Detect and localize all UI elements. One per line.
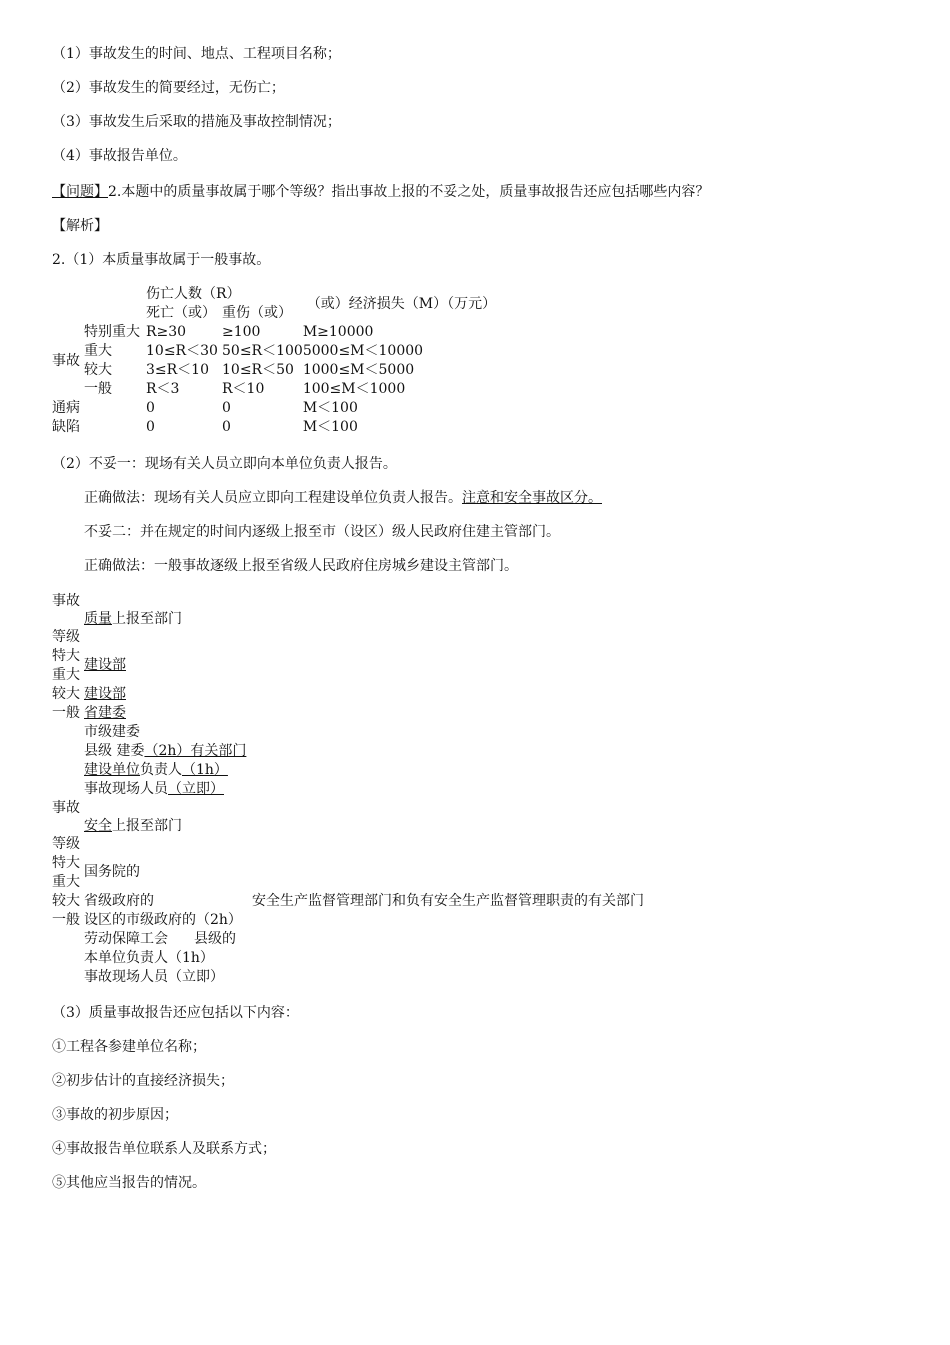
row-injury: ≥100 xyxy=(222,324,261,340)
correct-1-note: 注意和安全事故区分。 xyxy=(462,490,602,506)
severity-table xyxy=(52,285,496,437)
correct-2: 正确做法：一般事故逐级上报至省级人民政府住房城乡建设主管部门。 xyxy=(84,558,518,574)
safety-header xyxy=(84,817,182,836)
grade-label: 事故 xyxy=(52,593,80,609)
improper-2: 不妥二：并在规定的时间内逐级上报至市（设区）级人民政府住建主管部门。 xyxy=(84,524,560,540)
row-loss: M＜100 xyxy=(302,400,358,416)
quality-header-a: 质量 xyxy=(84,611,112,627)
row-level: 特别重大 xyxy=(84,324,140,340)
row-injury: 50≤R＜100 xyxy=(222,343,303,359)
county-a: 县级 建委 xyxy=(84,743,145,759)
row-level: 较大 xyxy=(84,362,112,378)
analysis-heading: 【解析】 xyxy=(52,218,108,234)
row-level: 重大 xyxy=(84,343,112,359)
site-b: （立即） xyxy=(168,781,224,797)
level-zhongda: 重大 xyxy=(52,874,80,890)
level-jiaoda: 较大 xyxy=(52,686,80,702)
row-loss: 5000≤M＜10000 xyxy=(302,343,424,359)
table-row xyxy=(52,399,496,418)
row-death: 0 xyxy=(146,400,155,416)
quality-header xyxy=(84,610,182,629)
unit-line xyxy=(84,761,228,780)
grade-label-2: 等级 xyxy=(52,836,80,852)
county-line xyxy=(84,742,246,761)
level-yiban: 一般 xyxy=(52,912,80,928)
safety-depts: 安全生产监督管理部门和负有安全生产监督管理职责的有关部门 xyxy=(252,893,644,909)
group-label: 事故 xyxy=(52,352,80,369)
table-row xyxy=(52,323,496,342)
intro-item-2: （2）事故发生的简要经过，无伤亡； xyxy=(52,80,285,96)
unit-c: （1h） xyxy=(182,762,228,778)
row-loss: M＜100 xyxy=(302,419,358,435)
report-intro: （3）质量事故报告还应包括以下内容： xyxy=(52,1005,299,1021)
question xyxy=(52,183,709,202)
site-staff: 事故现场人员（立即） xyxy=(84,969,224,985)
intro-item-3: （3）事故发生后采取的措施及事故控制情况； xyxy=(52,114,341,130)
site-a: 事故现场人员 xyxy=(84,781,168,797)
table-row xyxy=(52,380,496,399)
row-level: 一般 xyxy=(84,381,112,397)
row-injury: 10≤R＜50 xyxy=(222,362,294,378)
quality-header-b: 上报至部门 xyxy=(112,611,182,627)
safety-header-a: 安全 xyxy=(84,818,112,834)
unit-a: 建设单位 xyxy=(84,762,140,778)
unit-b: 负责人 xyxy=(140,762,182,778)
gov-2: 省级政府的 xyxy=(84,893,154,909)
question-text: 2.本题中的质量事故属于哪个等级？指出事故上报的不妥之处，质量事故报告还应包括哪些内容？ xyxy=(108,184,710,200)
safety-header-b: 上报至部门 xyxy=(112,818,182,834)
report-item: ⑤其他应当报告的情况。 xyxy=(52,1175,206,1191)
dept-4: 市级建委 xyxy=(84,724,140,740)
dept-2: 建设部 xyxy=(84,686,126,702)
table-row xyxy=(52,361,496,380)
row-loss: 100≤M＜1000 xyxy=(302,381,406,397)
level-zhongda: 重大 xyxy=(52,667,80,683)
labor: 劳动保障工会 xyxy=(84,931,168,947)
report-item: ④事故报告单位联系人及联系方式； xyxy=(52,1141,276,1157)
intro-item-1: （1）事故发生的时间、地点、工程项目名称； xyxy=(52,46,341,62)
unit-head: 本单位负责人（1h） xyxy=(84,950,214,966)
row-injury: R＜10 xyxy=(222,381,265,397)
level-yiban: 一般 xyxy=(52,705,80,721)
gov-1: 国务院的 xyxy=(84,864,140,880)
question-tag: 【问题】 xyxy=(52,184,108,200)
gov-3: 设区的市级政府的（2h） xyxy=(84,912,242,928)
header-loss: （或）经济损失（M）（万元） xyxy=(306,295,497,312)
header-injury: 重伤（或） xyxy=(222,305,292,321)
correct-1-text: 正确做法：现场有关人员应立即向工程建设单位负责人报告。 xyxy=(84,490,462,506)
improper-1: （2）不妥一：现场有关人员立即向本单位负责人报告。 xyxy=(52,456,397,472)
row-death: 3≤R＜10 xyxy=(146,362,209,378)
row-level: 通病 xyxy=(52,400,80,416)
county: 县级的 xyxy=(194,931,236,947)
report-item: ③事故的初步原因； xyxy=(52,1107,178,1123)
level-tebig: 特大 xyxy=(52,648,80,664)
correct-1 xyxy=(84,489,602,508)
answer-1: 2.（1）本质量事故属于一般事故。 xyxy=(52,252,271,268)
grade-label: 事故 xyxy=(52,800,80,816)
row-death: 10≤R＜30 xyxy=(146,343,218,359)
row-death: R＜3 xyxy=(146,381,180,397)
report-item: ①工程各参建单位名称； xyxy=(52,1039,206,1055)
intro-item-4: （4）事故报告单位。 xyxy=(52,148,187,164)
row-death: R≥30 xyxy=(146,324,187,340)
row-injury: 0 xyxy=(222,400,231,416)
row-loss: M≥10000 xyxy=(302,324,374,340)
site-line xyxy=(84,780,224,799)
row-loss: 1000≤M＜5000 xyxy=(302,362,415,378)
table-row xyxy=(52,418,496,437)
dept-1: 建设部 xyxy=(84,657,126,673)
row-injury: 0 xyxy=(222,419,231,435)
row-level: 缺陷 xyxy=(52,419,80,435)
level-tebig: 特大 xyxy=(52,855,80,871)
header-death: 死亡（或） xyxy=(146,305,216,321)
grade-label-2: 等级 xyxy=(52,629,80,645)
row-death: 0 xyxy=(146,419,155,435)
header-casualty: 伤亡人数（R） xyxy=(146,286,241,302)
report-item: ②初步估计的直接经济损失； xyxy=(52,1073,234,1089)
dept-3: 省建委 xyxy=(84,705,126,721)
county-b: （2h）有关部门 xyxy=(144,743,247,759)
table-row xyxy=(52,342,496,361)
level-jiaoda: 较大 xyxy=(52,893,80,909)
